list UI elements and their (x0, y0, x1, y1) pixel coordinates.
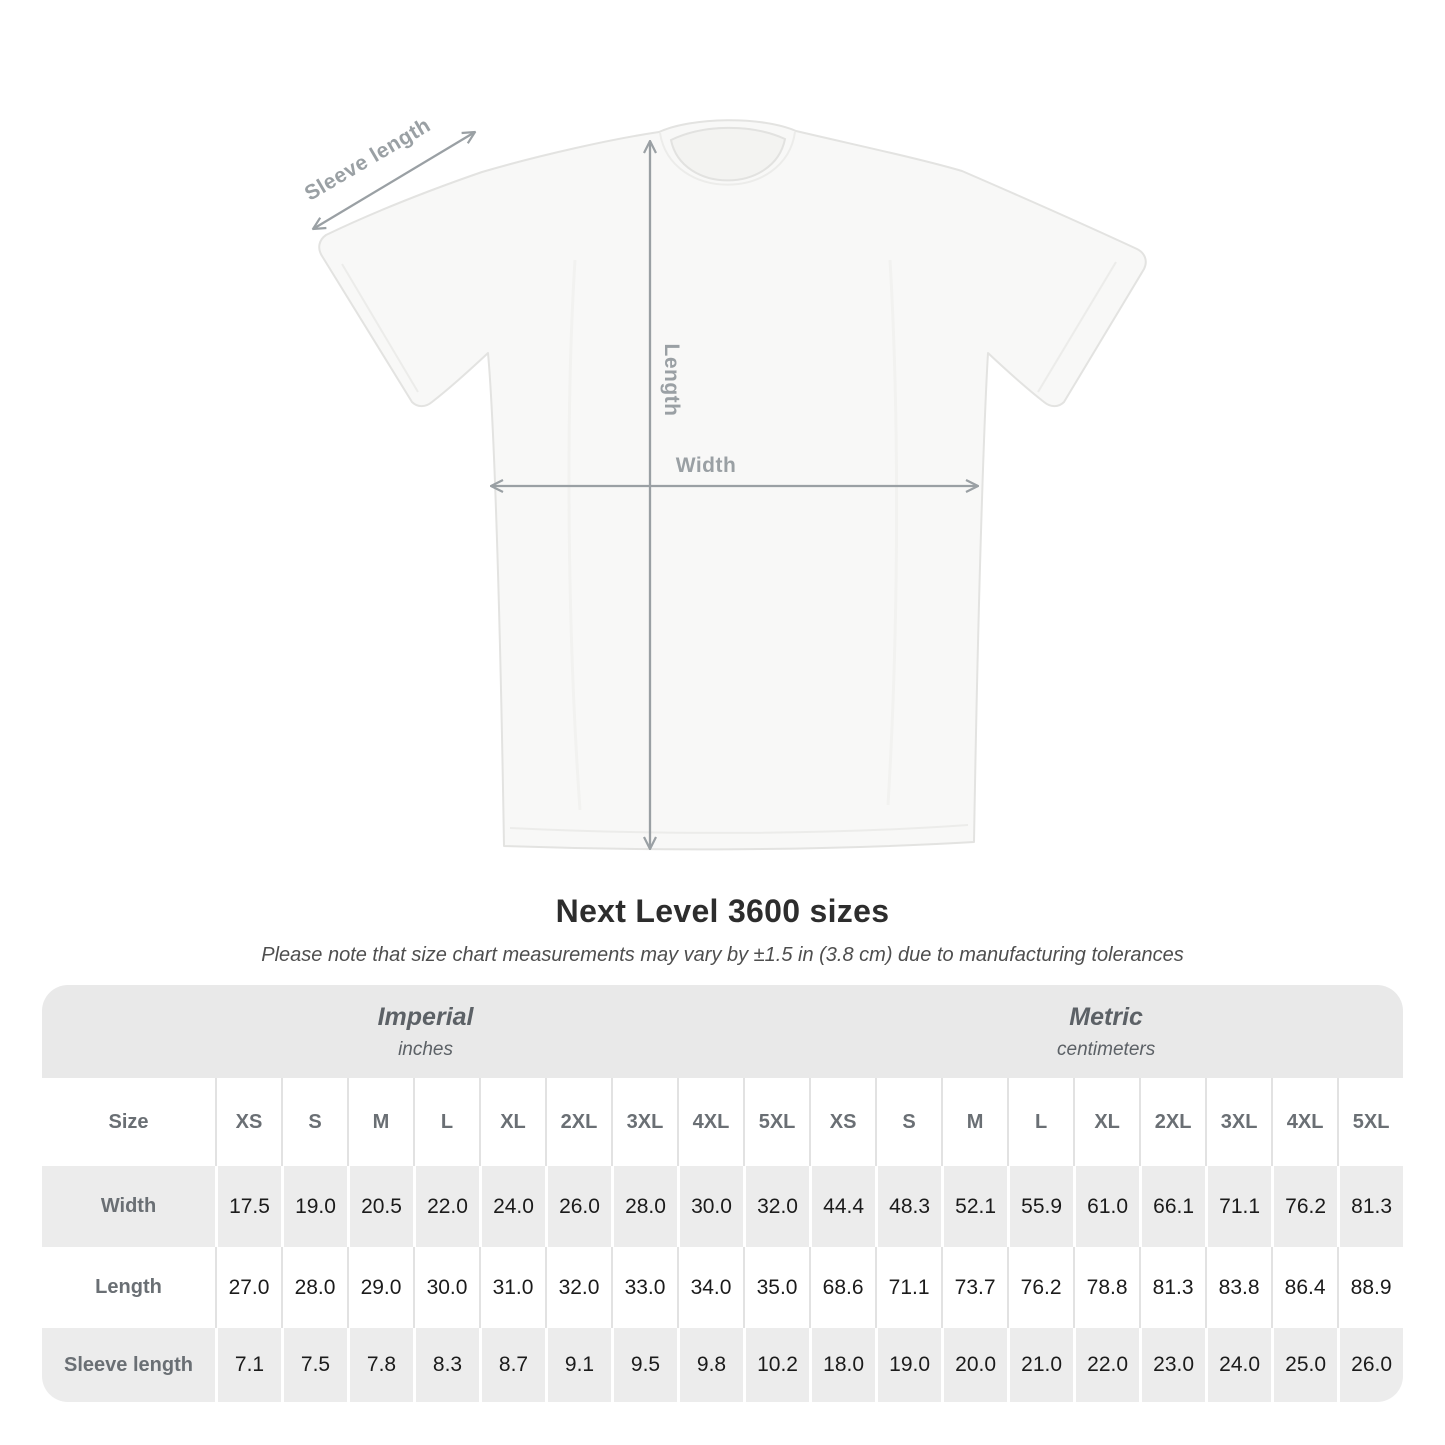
table-cell: 61.0 (1073, 1166, 1139, 1247)
table-cell: 33.0 (611, 1247, 677, 1328)
size-chart-table (42, 985, 1403, 1402)
length-label: Length (660, 343, 683, 417)
size-column-header: 4XL (1271, 1078, 1337, 1166)
table-cell: 17.5 (215, 1166, 281, 1247)
size-column-header: S (281, 1078, 347, 1166)
size-column-header: XS (215, 1078, 281, 1166)
table-cell: 20.0 (941, 1328, 1007, 1402)
table-cell: 28.0 (281, 1247, 347, 1328)
size-column-header: 3XL (1205, 1078, 1271, 1166)
metric-title: Metric (1069, 1002, 1143, 1031)
size-column-header: 5XL (1337, 1078, 1403, 1166)
table-cell: 9.8 (677, 1328, 743, 1402)
width-label: Width (675, 454, 737, 477)
size-column-header: L (413, 1078, 479, 1166)
table-cell: 19.0 (875, 1328, 941, 1402)
table-cell: 76.2 (1007, 1247, 1073, 1328)
size-column-header: XL (1073, 1078, 1139, 1166)
table-cell: 23.0 (1139, 1328, 1205, 1402)
table-cell: 66.1 (1139, 1166, 1205, 1247)
table-row (42, 1328, 1403, 1402)
table-cell: 24.0 (1205, 1328, 1271, 1402)
unit-header-row (42, 985, 1403, 1078)
metric-unit: centimeters (1057, 1038, 1156, 1060)
metric-header (809, 985, 1403, 1078)
table-cell: 86.4 (1271, 1247, 1337, 1328)
size-table (42, 985, 1403, 1402)
table-cell: 52.1 (941, 1166, 1007, 1247)
table-cell: 30.0 (413, 1247, 479, 1328)
size-column-header: L (1007, 1078, 1073, 1166)
size-column-header: S (875, 1078, 941, 1166)
table-cell: 22.0 (1073, 1328, 1139, 1402)
table-cell: 26.0 (545, 1166, 611, 1247)
table-cell: 24.0 (479, 1166, 545, 1247)
size-column-header: M (347, 1078, 413, 1166)
row-label: Width (42, 1166, 215, 1247)
row-label: Length (42, 1247, 215, 1328)
table-cell: 32.0 (743, 1166, 809, 1247)
table-cell: 19.0 (281, 1166, 347, 1247)
table-cell: 30.0 (677, 1166, 743, 1247)
size-column-header: 4XL (677, 1078, 743, 1166)
table-cell: 48.3 (875, 1166, 941, 1247)
table-cell: 7.8 (347, 1328, 413, 1402)
table-cell: 8.3 (413, 1328, 479, 1402)
table-cell: 35.0 (743, 1247, 809, 1328)
table-cell: 7.1 (215, 1328, 281, 1402)
tolerance-note: Please note that size chart measurements may vary by ±1.5 in (3.8 cm) due to manufacturing tolerances (261, 944, 1184, 966)
table-cell: 55.9 (1007, 1166, 1073, 1247)
size-header-row (42, 1078, 1403, 1166)
size-column-header: 2XL (1139, 1078, 1205, 1166)
size-column-header: XS (809, 1078, 875, 1166)
table-cell: 28.0 (611, 1166, 677, 1247)
table-cell: 31.0 (479, 1247, 545, 1328)
size-column-header: M (941, 1078, 1007, 1166)
size-column-header: 2XL (545, 1078, 611, 1166)
size-column-header: 5XL (743, 1078, 809, 1166)
table-cell: 83.8 (1205, 1247, 1271, 1328)
table-cell: 81.3 (1139, 1247, 1205, 1328)
table-cell: 22.0 (413, 1166, 479, 1247)
table-cell: 32.0 (545, 1247, 611, 1328)
table-cell: 73.7 (941, 1247, 1007, 1328)
size-column-header: 3XL (611, 1078, 677, 1166)
table-row (42, 1247, 1403, 1328)
table-cell: 29.0 (347, 1247, 413, 1328)
table-cell: 8.7 (479, 1328, 545, 1402)
table-cell: 27.0 (215, 1247, 281, 1328)
table-cell: 88.9 (1337, 1247, 1403, 1328)
imperial-title: Imperial (377, 1002, 474, 1031)
table-cell: 44.4 (809, 1166, 875, 1247)
page-title: Next Level 3600 sizes (555, 893, 890, 929)
tshirt-body (319, 120, 1146, 849)
table-cell: 76.2 (1271, 1166, 1337, 1247)
table-cell: 7.5 (281, 1328, 347, 1402)
table-row (42, 1166, 1403, 1247)
size-table-body (42, 985, 1403, 1402)
imperial-unit: inches (398, 1038, 453, 1060)
imperial-header (42, 985, 809, 1078)
table-cell: 68.6 (809, 1247, 875, 1328)
table-cell: 71.1 (875, 1247, 941, 1328)
table-cell: 10.2 (743, 1328, 809, 1402)
table-cell: 21.0 (1007, 1328, 1073, 1402)
table-cell: 20.5 (347, 1166, 413, 1247)
sleeve-length-label: Sleeve length (300, 113, 435, 206)
row-label: Sleeve length (42, 1328, 215, 1402)
table-cell: 34.0 (677, 1247, 743, 1328)
table-cell: 78.8 (1073, 1247, 1139, 1328)
size-column-header: XL (479, 1078, 545, 1166)
table-cell: 25.0 (1271, 1328, 1337, 1402)
size-column-label: Size (42, 1078, 215, 1166)
table-cell: 18.0 (809, 1328, 875, 1402)
table-cell: 81.3 (1337, 1166, 1403, 1247)
table-cell: 26.0 (1337, 1328, 1403, 1402)
table-cell: 71.1 (1205, 1166, 1271, 1247)
table-cell: 9.1 (545, 1328, 611, 1402)
table-cell: 9.5 (611, 1328, 677, 1402)
